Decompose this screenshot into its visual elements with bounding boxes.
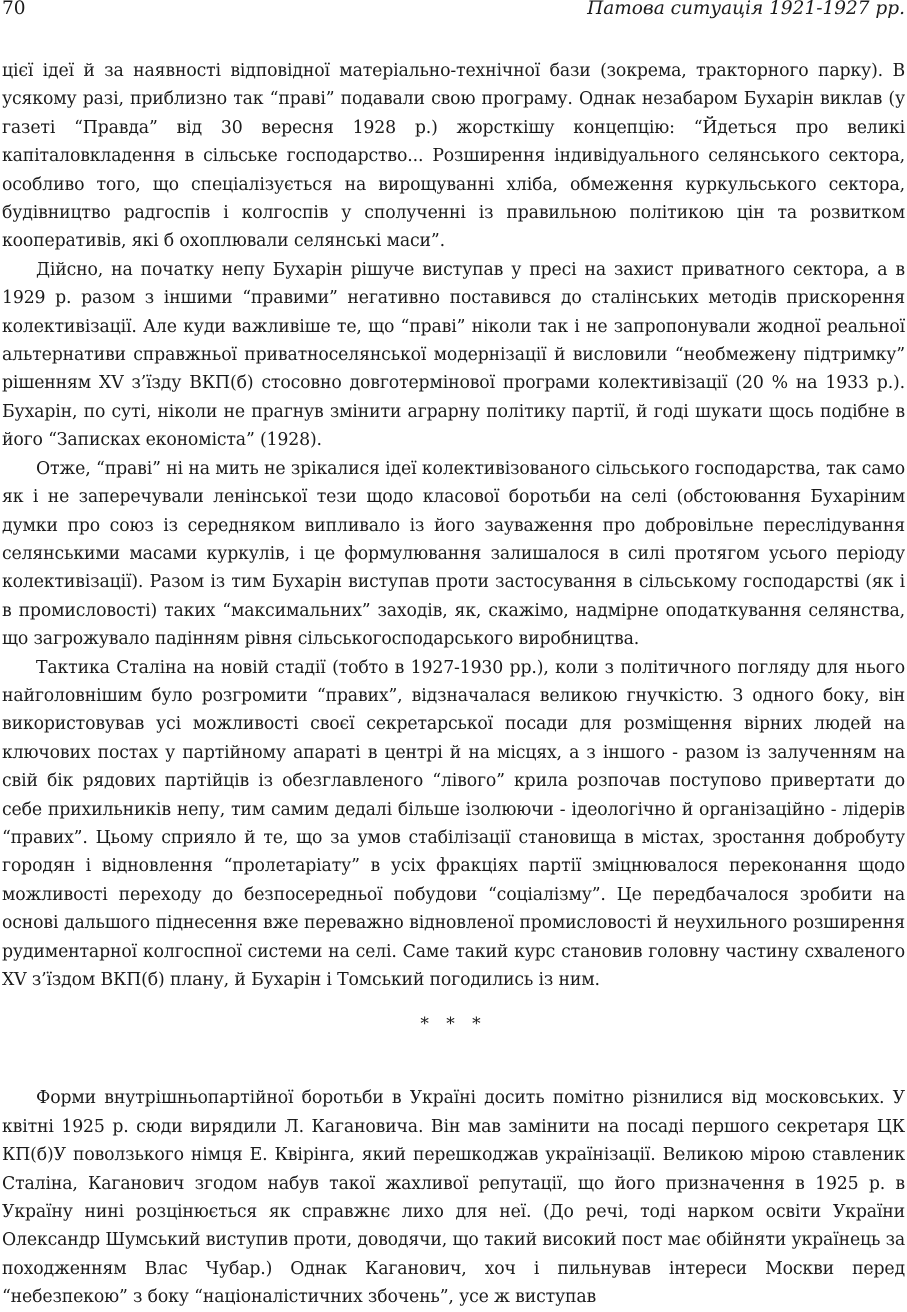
paragraph: Тактика Сталіна на новій стадії (тобто в 1927-1930 рр.), коли з політичного погляду для нього найголовнішим було розгромити “правих”, відзначалася великою гнучкістю. З одного боку, він використовував усі можливості своєї секретарської посади для розміщення вірних людей на ключових постах у партійному апараті в центрі й на місцях, а з іншого - разом із залученням на свій бік рядових партійців із обезглавленого “лівого” крила розпочав поступово привертати до себе прихильників непу, тим самим дедалі більше ізолюючи - ідеологічно й організаційно - лідерів “правих”. Цьому сприяло й те, що за умов стабілізації становища в містах, зростання добробуту городян і відновлення “пролетаріату” в усіх фракціях партії зміцнювалося переконання щодо можливості переходу до безпосередньої побудови “соціалізму”. Це передбачалося зробити на основі дальшого піднесення вже переважно відновленої промисловості й неухильного розширення рудиментарної колгоспної системи на селі. Саме такий курс становив головну частину схваленого XV з’їздом ВКП(б) плану, й Бухарін і Томський погодились із ним.	[2, 657, 905, 990]
paragraph: Отже, “праві” ні на мить не зрікалися ідеї колективізованого сільського господарства, так само як і не заперечували ленінської тези щодо класової боротьби на селі (обстоювання Бухаріним думки про союз із середняком випливало із його зауваження про добровільне переслідування селянськими масами куркулів, і це формулювання залишалося в силі протягом усього періоду колективізації). Разом із тим Бухарін виступав проти застосування в сільському господарстві (як і в промисловості) таких “максимальних” заходів, як, скажімо, надмірне оподаткування селянства, що загрожувало падінням рівня сільськогосподарського виробництва.	[2, 458, 905, 650]
running-header	[2, 0, 905, 23]
running-header-title: Патова ситуація 1921-1927 рр.	[587, 0, 905, 19]
section-separator: * * *	[420, 1014, 487, 1035]
body-text	[2, 57, 905, 1312]
paragraph: Форми внутрішньопартійної боротьби в Україні досить помітно різнилися від московських. У квітні 1925 р. сюди вирядили Л. Кагановича. Він мав замінити на посаді першого секретаря ЦК КП(б)У поволзького німця Е. Квірінга, який перешкоджав українізації. Великою мірою ставленик Сталіна, Каганович згодом набув такої жахливої репутації, що його призначення в 1925 р. в Україну нині розцінюється як справжнє лихо для неї. (До речі, тоді нарком освіти України Олександр Шумський виступив проти, доводячи, що такий високий пост має обійняти українець за походженням Влас Чубар.) Однак Каганович, хоч і пильнував інтереси Москви перед “небезпекою” з боку “націоналістичних збочень”, усе ж виступав	[2, 1088, 906, 1308]
paragraph: Дійсно, на початку непу Бухарін рішуче виступав у пресі на захист приватного сектора, а в 1929 р. разом з іншими “правими” негативно поставився до сталінських методів прискорення колективізації. Але куди важливіше те, що “праві” ніколи так і не запропонували жодної реальної альтернативи справжньої приватноселянської модернізації й висловили “необмежену підтримку” рішенням XV з’їзду ВКП(б) стосовно довготермінової програми колективізації (20 % на 1933 р.). Бухарін, по суті, ніколи не прагнув змінити аграрну політику партії, й годі шукати щось подібне в його “Записках економіста” (1928).	[2, 259, 905, 451]
paragraph-continued: цієї ідеї й за наявності відповідної матеріально-технічної бази (зокрема, тракторного парку). В усякому разі, приблизно так “праві” подавали свою програму. Однак незабаром Бухарін виклав (у газеті “Правда” від 30 вересня 1928 р.) жорсткішу концепцію: “Йдеться про великі капіталовкладення в сільське господарство... Розширення індивідуального селянського сектора, особливо того, що спеціалізується на вирощуванні хліба, обмеження куркульського сектора, будівництво радгоспів і колгоспів у сполученні із правильною політикою цін та розвитком кооперативів, які б охоплювали селянські маси”.	[2, 61, 905, 252]
page-number: 70	[2, 0, 26, 19]
